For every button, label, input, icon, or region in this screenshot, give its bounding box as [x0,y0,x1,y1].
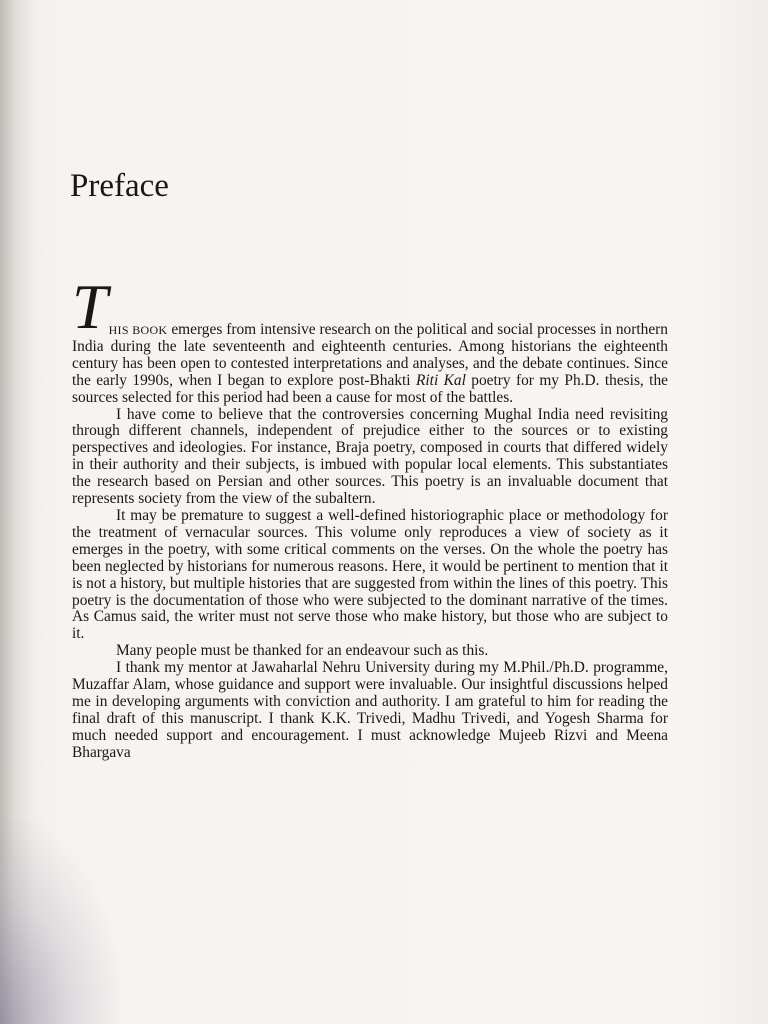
thumb-shadow [0,820,120,1024]
paragraph-1-text: emerges from intensive research on the political and social processes in northern India during the late seventeenth and eighteenth centuries. Among historians the eighteenth century has been open to contested interpretations and analyses, and the debate continues. Since the early 1990s, when I began to explore post-Bhakti [72,321,668,389]
preface-body [72,271,668,762]
first-line-wrap [72,271,668,407]
riti-kal-italic: Riti Kal [415,371,466,389]
paragraph-5: I thank my mentor at Jawaharlal Nehru University during my M.Phil./Ph.D. programme, Muzaffar Alam, whose guidance and support were invaluable. Our insightful discussions helped me in developing arguments with conviction and authority. I am grateful to him for reading the final draft of this manuscript. I thank K.K. Trivedi, Madhu Trivedi, and Yogesh Sharma for much needed support and encouragement. I must acknowledge Mujeeb Rizvi and Meena Bhargava [72,659,668,761]
drop-cap: T [72,271,108,342]
paragraph-1 [72,271,668,407]
paragraph-3: It may be premature to suggest a well-defined historiographic place or methodology for the treatment of vernacular sources. This volume only reproduces a view of society as it emerges in the poetry, with some critical comments on the verses. On the whole the poetry has been neglected by historians for numerous reasons. Here, it would be pertinent to mention that it is not a history, but multiple histories that are suggested from within the lines of this poetry. This poetry is the documentation of those who were subjected to the dominant narrative of the times. As Camus said, the writer must not serve those who make history, but those who are subject to it. [72,506,668,643]
paragraph-1-end: poetry for my Ph.D. thesis, the sources selected for this period had been a cause for most of the battles. [72,371,668,406]
paragraph-4: Many people must be thanked for an endeavour such as this. [116,642,489,660]
paragraph-2: I have come to believe that the controversies concerning Mughal India need revisiting through different channels, independent of prejudice either to the sources or to existing perspectives and ideologies. For instance, Braja poetry, composed in courts that differed widely in their authority and their subjects, is imbued with popular local elements. This substantiates the research based on Persian and other sources. This poetry is an invaluable document that represents society from the view of the subaltern. [72,405,668,508]
lead-smallcaps: HIS BOOK [108,323,168,337]
page-title: Preface [70,168,169,204]
